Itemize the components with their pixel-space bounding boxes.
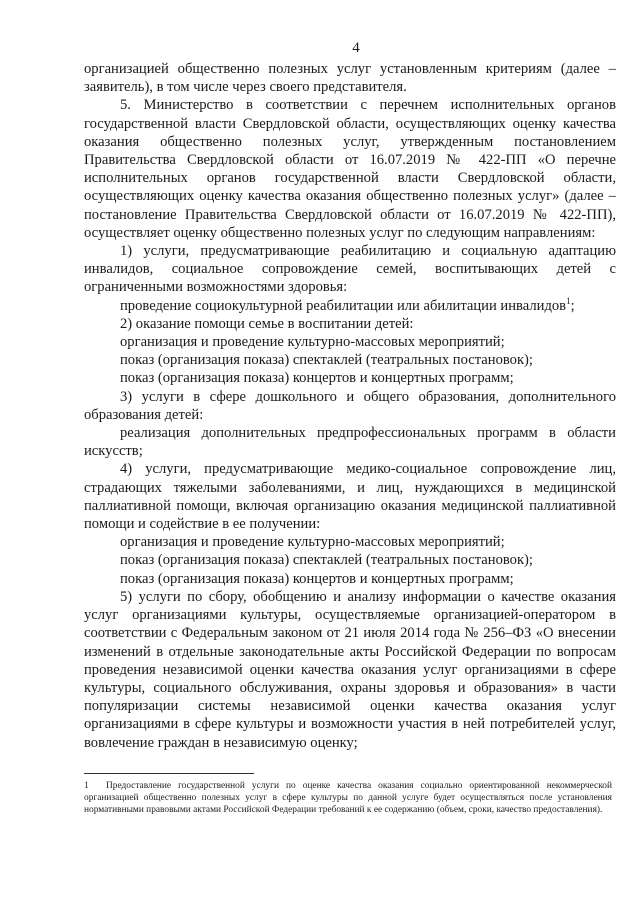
paragraph-text: организация и проведение культурно-массовых мероприятий;: [120, 334, 505, 351]
paragraph: [84, 388, 616, 424]
paragraph-text: 5) услуги по сбору, обобщению и анализу информации о качестве оказания услуг организациями культуры, осуществляемые организацией-оператором в соответствии с Федеральным законом от 21 июля 2014 года № 256–ФЗ «О внесении изменений в отдельные законодательные акты Российской Федерации по вопросам проведения независимой оценки качества оказания услуг организациями в сфере культуры, социального обслуживания, охраны здоровья и образования» в части популяризации системы независимой оценки качества оказания услуг организациями в сфере культуры и возможности участия в ней потребителей услуг, вовлечение граждан в независимую оценку;: [84, 588, 616, 751]
paragraph: [84, 533, 616, 551]
paragraph-text: показ (организация показа) спектаклей (театральных постановок);: [120, 352, 533, 369]
footnote: [84, 780, 612, 817]
paragraph-text: реализация дополнительных предпрофессиональных программ в области искусств;: [84, 425, 616, 460]
paragraph-text: 1) услуги, предусматривающие реабилитацию и социальную адаптацию инвалидов, социальное сопровождение семей, воспитывающих детей с ограниченными возможностями здоровья:: [84, 243, 616, 296]
paragraph: [84, 315, 616, 333]
paragraph: [84, 242, 616, 297]
page-number: 4: [352, 40, 360, 56]
paragraph-text: организацией общественно полезных услуг установленным критериям (далее – заявитель), в том числе через своего представителя.: [84, 61, 616, 96]
paragraph-text: показ (организация показа) спектаклей (театральных постановок);: [120, 552, 533, 569]
paragraph-text: показ (организация показа) концертов и концертных программ;: [120, 570, 514, 587]
footnote-number: 1: [84, 781, 89, 791]
footnote-divider: [84, 773, 254, 774]
paragraph: [84, 588, 616, 752]
paragraph-text: 4) услуги, предусматривающие медико-социальное сопровождение лиц, страдающих тяжелыми заболеваниями, и лиц, нуждающихся в медицинской паллиативной помощи, включая организацию оказания медицинской паллиативной помощи и содействие в ее получении:: [84, 461, 616, 533]
paragraph: [84, 351, 616, 369]
document-page: [84, 38, 616, 752]
paragraph: [84, 424, 616, 460]
paragraph: [84, 297, 616, 315]
document-body: [84, 60, 616, 752]
footnote-reference: 1: [566, 295, 571, 306]
footnote-text: Предоставление государственной услуги по оценке качества оказания социально ориентированной некоммерческой организацией общественно полезных услуг в сфере культуры по данной услуге будет осуществляться после установления нормативными правовыми актами Российской Федерации требований к ее содержанию (объем, сроки, качество предоставления).: [84, 781, 612, 816]
paragraph: [84, 460, 616, 533]
paragraph: [84, 369, 616, 387]
paragraph-text: 2) оказание помощи семье в воспитании детей:: [120, 315, 414, 332]
paragraph-tail: ;: [570, 297, 575, 314]
paragraph-text: 3) услуги в сфере дошкольного и общего образования, дополнительного образования детей:: [84, 388, 616, 423]
paragraph: [84, 570, 616, 588]
paragraph: [84, 60, 616, 96]
paragraph: [84, 551, 616, 569]
paragraph: [84, 333, 616, 351]
paragraph-text: показ (организация показа) концертов и концертных программ;: [120, 370, 514, 387]
paragraph-text: проведение социокультурной реабилитации или абилитации инвалидов: [120, 297, 567, 314]
paragraph-text: организация и проведение культурно-массовых мероприятий;: [120, 534, 505, 551]
paragraph-text: 5. Министерство в соответствии с перечнем исполнительных органов государственной власти Свердловской области, осуществляющих оценку качества оказания общественно полезных услуг, утвержденным постановлением Правительства Свердловской области от 16.07.2019 № 422-ПП «О перечне исполнительных органов государственной власти Свердловской области, осуществляющих оценку качества оказания общественно полезных услуг» (далее – постановление Правительства Свердловской области от 16.07.2019 № 422-ПП), осуществляет оценку общественно полезных услуг по следующим направлениям:: [84, 97, 616, 241]
paragraph: [84, 96, 616, 242]
